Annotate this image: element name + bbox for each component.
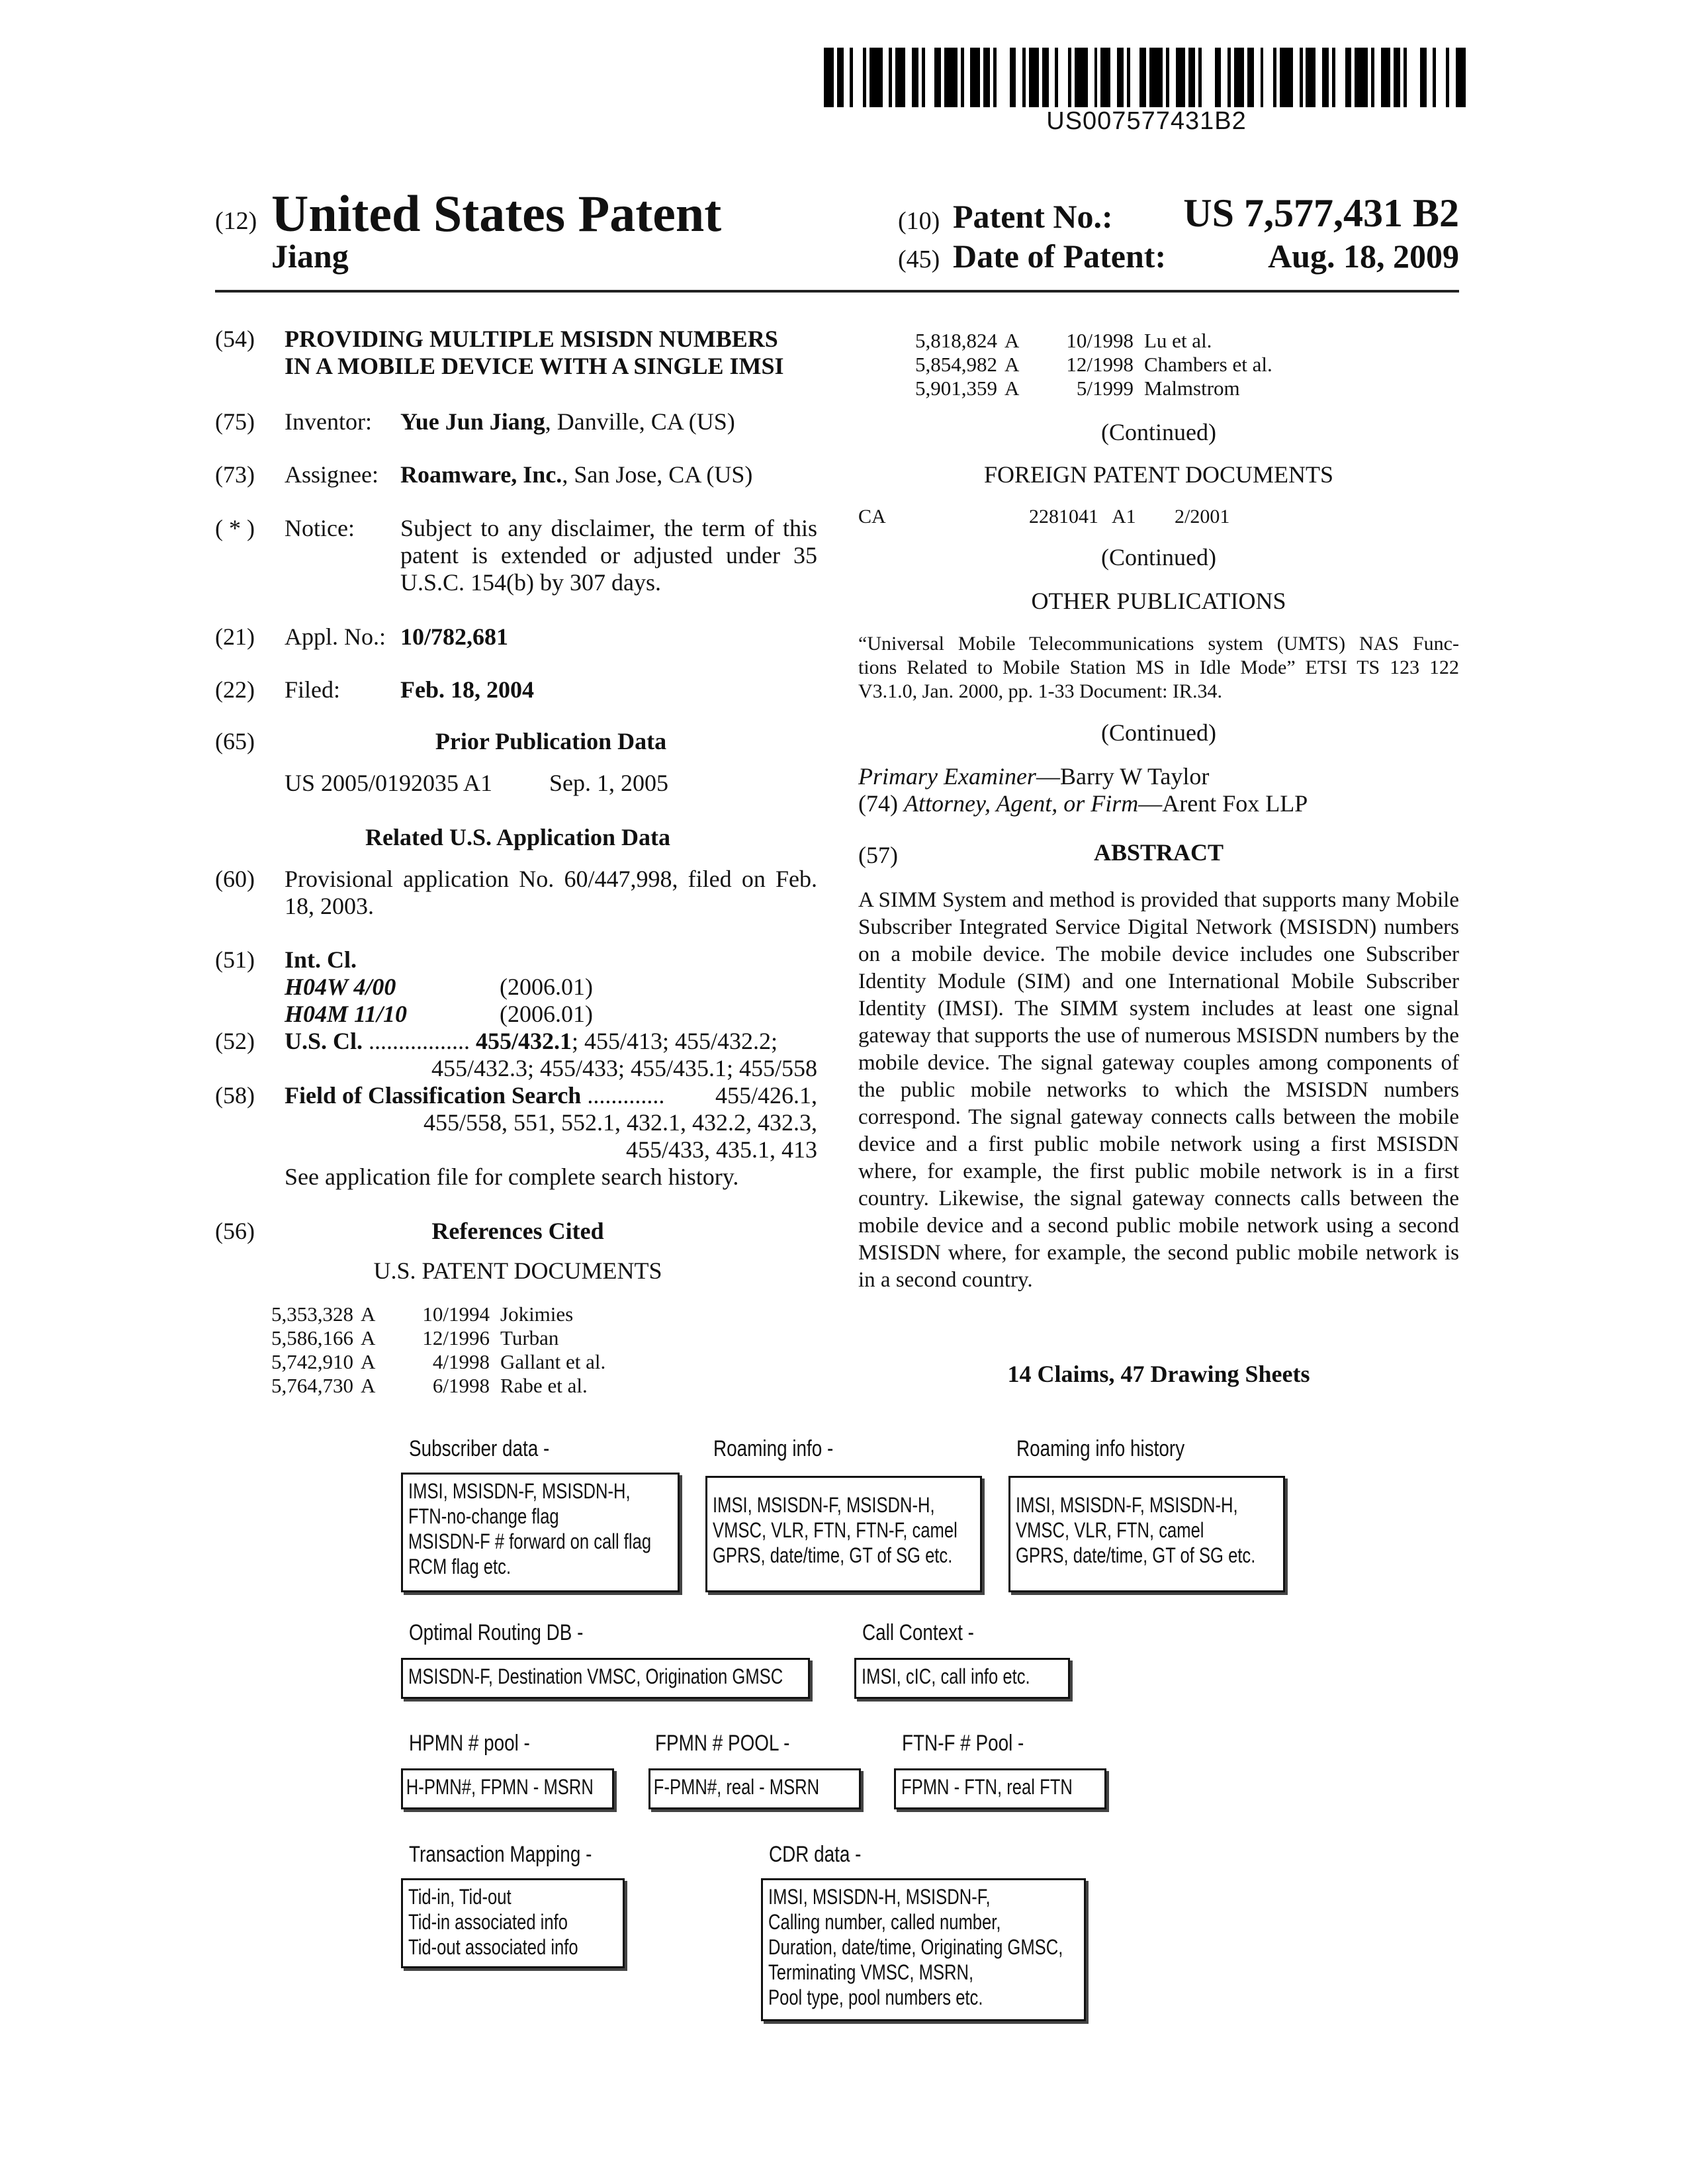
other-pub-line-1: “Universal Mobile Telecommunications system (UMTS) NAS Func- bbox=[858, 633, 1459, 655]
foreign-country: CA bbox=[858, 506, 886, 527]
barcode-bar bbox=[853, 48, 863, 107]
barcode-bar bbox=[1394, 48, 1400, 107]
barcode-bar bbox=[925, 48, 935, 107]
field-search-note: See application file for complete search history. bbox=[285, 1163, 739, 1190]
barcode-bar bbox=[1169, 48, 1176, 107]
field-search-line-1: Field of Classification Search ............. bbox=[285, 1082, 665, 1109]
barcode-bar bbox=[1100, 48, 1110, 107]
appl-number: 10/782,681 bbox=[400, 623, 509, 650]
code-12: (12) bbox=[215, 207, 257, 235]
barcode-bar bbox=[1202, 48, 1215, 107]
barcode-bar bbox=[1381, 48, 1391, 107]
barcode-bar bbox=[1254, 48, 1261, 107]
optimal-routing-text: MSISDN-F, Destination VMSC, Origination GMSC bbox=[408, 1664, 783, 1688]
code-52: (52) bbox=[215, 1028, 255, 1054]
abstract-heading: ABSTRACT bbox=[1093, 839, 1224, 866]
call-context-text: IMSI, cIC, call info etc. bbox=[862, 1664, 1030, 1688]
code-10: (10) bbox=[898, 207, 940, 235]
cdr-data-lines: IMSI, MSISDN-H, MSISDN-F, Calling number, called number, Duration, date/time, Originating GMSC, Terminating VMSC, MSRN, Pool type, pool numbers etc. bbox=[768, 1885, 1063, 2009]
date-label: Date of Patent: bbox=[953, 238, 1167, 275]
barcode-bar bbox=[1315, 48, 1322, 107]
prior-pub-date: Sep. 1, 2005 bbox=[549, 770, 668, 796]
code-54: (54) bbox=[215, 326, 255, 352]
roaming-info-box bbox=[705, 1476, 982, 1592]
barcode-bar bbox=[1263, 48, 1273, 107]
barcode-bar bbox=[844, 48, 850, 107]
inventor-info: Yue Jun Jiang, Danville, CA (US) bbox=[400, 408, 735, 435]
us-refs-right bbox=[915, 329, 1272, 400]
int-cl-label: Int. Cl. bbox=[285, 946, 357, 973]
related-heading: Related U.S. Application Data bbox=[365, 824, 671, 850]
barcode-bar bbox=[1335, 48, 1345, 107]
barcode-bar bbox=[934, 48, 941, 107]
foreign-number: 2281041 bbox=[1029, 506, 1098, 527]
code-65: (65) bbox=[215, 728, 255, 754]
ftn-f-pool-box bbox=[894, 1768, 1106, 1809]
barcode-bar bbox=[944, 48, 958, 107]
prior-pub-heading: Prior Publication Data bbox=[435, 728, 667, 754]
table-row: 5,818,824 A 10/1998 Lu et al. bbox=[915, 329, 1212, 352]
barcode-bar bbox=[1280, 48, 1293, 107]
barcode-bar bbox=[1075, 48, 1088, 107]
int-cl-code-2: H04M 11/10 bbox=[285, 1001, 408, 1027]
barcode-bar bbox=[1449, 48, 1456, 107]
attorney: (74) Attorney, Agent, or Firm—Arent Fox LLP bbox=[858, 790, 1308, 817]
barcode-bar bbox=[1374, 48, 1381, 107]
provisional-line-2: 18, 2003. bbox=[285, 893, 374, 919]
provisional-line-1: Provisional application No. 60/447,998, filed on Feb. bbox=[285, 866, 817, 892]
barcode-bar bbox=[1293, 48, 1300, 107]
cdr-data-label: CDR data - bbox=[769, 1842, 862, 1867]
notice-label: Notice: bbox=[285, 515, 355, 541]
us-cl-line-2: 455/432.3; 455/433; 455/435.1; 455/558 bbox=[431, 1055, 817, 1081]
code-notice: ( * ) bbox=[215, 515, 255, 541]
barcode-bar bbox=[1117, 48, 1124, 107]
code-57: (57) bbox=[858, 842, 898, 868]
barcode-bar bbox=[1110, 48, 1117, 107]
barcode-bar bbox=[869, 48, 883, 107]
foreign-heading: FOREIGN PATENT DOCUMENTS bbox=[983, 461, 1334, 488]
patent-no-label: Patent No.: bbox=[953, 198, 1113, 235]
optimal-routing-label: Optimal Routing DB - bbox=[409, 1620, 584, 1645]
provisional bbox=[285, 866, 817, 920]
roaming-history-box bbox=[1008, 1476, 1285, 1592]
assignee-label: Assignee: bbox=[285, 461, 379, 488]
patent-heading: United States Patent bbox=[271, 185, 722, 242]
continued-foreign: (Continued) bbox=[1101, 544, 1216, 570]
us-refs-left bbox=[271, 1302, 605, 1398]
barcode-bar bbox=[883, 48, 889, 107]
code-60: (60) bbox=[215, 866, 255, 892]
code-45: (45) bbox=[898, 246, 940, 273]
field-search-value: 455/426.1, bbox=[715, 1082, 817, 1109]
barcode-bar bbox=[1176, 48, 1186, 107]
barcode-bar bbox=[912, 48, 918, 107]
barcode-bar bbox=[1221, 48, 1227, 107]
int-cl-code-1: H04W 4/00 bbox=[285, 974, 396, 1000]
patent-number: US 7,577,431 B2 bbox=[1183, 191, 1459, 235]
barcode-bar bbox=[1139, 48, 1146, 107]
code-56: (56) bbox=[215, 1218, 255, 1244]
barcode-bar bbox=[1456, 48, 1466, 107]
table-row: 5,901,359 A 5/1999 Malmstrom bbox=[915, 377, 1240, 400]
transaction-mapping-lines: Tid-in, Tid-out Tid-in associated info Tid-out associated info bbox=[408, 1885, 578, 1959]
patent-date: Aug. 18, 2009 bbox=[1268, 238, 1459, 275]
barcode-bar bbox=[1042, 48, 1049, 107]
field-search-line-2: 455/558, 551, 552.1, 432.1, 432.2, 432.3, bbox=[423, 1109, 817, 1136]
barcode-bar bbox=[1058, 48, 1068, 107]
hpmn-pool-box bbox=[401, 1768, 614, 1809]
filed-date: Feb. 18, 2004 bbox=[400, 676, 534, 703]
fpmn-pool-label: FPMN # POOL - bbox=[655, 1731, 790, 1756]
barcode-bar bbox=[1322, 48, 1329, 107]
code-73: (73) bbox=[215, 461, 255, 488]
appl-label: Appl. No.: bbox=[285, 623, 386, 650]
ftn-f-pool-label: FTN-F # Pool - bbox=[902, 1731, 1024, 1756]
barcode-bar bbox=[1345, 48, 1352, 107]
barcode-bar bbox=[1029, 48, 1039, 107]
notice-text bbox=[400, 515, 817, 596]
barcode-bar bbox=[1247, 48, 1254, 107]
subscriber-data-box bbox=[401, 1473, 680, 1592]
filed-label: Filed: bbox=[285, 676, 341, 703]
code-21: (21) bbox=[215, 623, 255, 650]
int-cl-version-2: (2006.01) bbox=[500, 1001, 593, 1027]
barcode-bar bbox=[1427, 48, 1433, 107]
roaming-info-lines: IMSI, MSISDN-F, MSISDN-H, VMSC, VLR, FTN, FTN-F, camel GPRS, date/time, GT of SG etc. bbox=[713, 1493, 958, 1567]
header-rule bbox=[215, 290, 1459, 293]
other-pub-line-2: tions Related to Mobile Station MS in Idle Mode” ETSI TS 123 122 bbox=[858, 657, 1459, 678]
barcode-bar bbox=[997, 48, 1010, 107]
barcode-bar bbox=[964, 48, 971, 107]
barcode-bar bbox=[1188, 48, 1195, 107]
barcode-bar bbox=[1149, 48, 1163, 107]
barcode-bar bbox=[983, 48, 990, 107]
barcode-bar bbox=[1234, 48, 1244, 107]
us-cl-line-1: U.S. Cl. ................. 455/432.1; 455/413; 455/432.2; bbox=[285, 1028, 778, 1054]
foreign-date: 2/2001 bbox=[1175, 506, 1230, 527]
notice-line-3: U.S.C. 154(b) by 307 days. bbox=[400, 569, 661, 596]
notice-line-1: Subject to any disclaimer, the term of this bbox=[400, 515, 817, 541]
barcode-bar bbox=[1436, 48, 1446, 107]
inventor-label: Inventor: bbox=[285, 408, 372, 435]
barcode-bar bbox=[1420, 48, 1427, 107]
subscriber-data-label: Subscriber data - bbox=[409, 1436, 550, 1461]
roaming-info-label: Roaming info - bbox=[713, 1436, 834, 1461]
barcode-bar bbox=[1466, 48, 1469, 107]
barcode-bar bbox=[1407, 48, 1420, 107]
refs-heading: References Cited bbox=[431, 1218, 604, 1244]
barcode-bar bbox=[1130, 48, 1140, 107]
examiner: Primary Examiner—Barry W Taylor bbox=[858, 763, 1210, 790]
title-line-1: PROVIDING MULTIPLE MSISDN NUMBERS bbox=[285, 326, 778, 352]
cdr-data-box bbox=[761, 1878, 1086, 2021]
barcode-bar bbox=[1049, 48, 1055, 107]
barcode bbox=[824, 48, 1469, 107]
us-docs-heading: U.S. PATENT DOCUMENTS bbox=[373, 1257, 662, 1284]
barcode-bar bbox=[895, 48, 905, 107]
code-75: (75) bbox=[215, 408, 255, 435]
roaming-history-label: Roaming info history bbox=[1016, 1436, 1185, 1461]
call-context-label: Call Context - bbox=[862, 1620, 974, 1645]
fpmn-pool-box bbox=[648, 1768, 861, 1809]
other-pub-text bbox=[858, 632, 1459, 704]
hpmn-pool-label: HPMN # pool - bbox=[409, 1731, 530, 1756]
barcode-bar bbox=[970, 48, 980, 107]
barcode-number: US007577431B2 bbox=[1046, 107, 1247, 135]
claims-line: 14 Claims, 47 Drawing Sheets bbox=[1007, 1361, 1310, 1387]
code-51: (51) bbox=[215, 946, 255, 973]
barcode-bar bbox=[1010, 48, 1016, 107]
transaction-mapping-label: Transaction Mapping - bbox=[409, 1842, 592, 1867]
continued-us: (Continued) bbox=[1101, 419, 1216, 445]
barcode-bar bbox=[824, 48, 834, 107]
table-row: 5,353,328 A 10/1994 Jokimies bbox=[271, 1302, 574, 1326]
int-cl-version-1: (2006.01) bbox=[500, 974, 593, 1000]
other-pub-line-3: V3.1.0, Jan. 2000, pp. 1-33 Document: IR.34. bbox=[858, 680, 1222, 702]
roaming-history-lines: IMSI, MSISDN-F, MSISDN-H, VMSC, VLR, FTN, camel GPRS, date/time, GT of SG etc. bbox=[1016, 1493, 1256, 1567]
table-row: 5,854,982 A 12/1998 Chambers et al. bbox=[915, 353, 1272, 376]
other-pub-heading: OTHER PUBLICATIONS bbox=[1031, 588, 1286, 614]
assignee-info: Roamware, Inc., San Jose, CA (US) bbox=[400, 461, 753, 488]
optimal-routing-box bbox=[401, 1658, 810, 1699]
barcode-bar bbox=[1215, 48, 1222, 107]
call-context-box bbox=[854, 1658, 1070, 1699]
continued-other: (Continued) bbox=[1101, 719, 1216, 746]
prior-pub-number: US 2005/0192035 A1 bbox=[285, 770, 493, 796]
inventor-surname: Jiang bbox=[271, 238, 349, 275]
code-58: (58) bbox=[215, 1082, 255, 1109]
barcode-bar bbox=[1016, 48, 1022, 107]
field-search-line-3: 455/433, 435.1, 413 bbox=[625, 1136, 817, 1163]
barcode-bar bbox=[1306, 48, 1315, 107]
barcode-bar bbox=[837, 48, 844, 107]
barcode-bar bbox=[1088, 48, 1094, 107]
transaction-mapping-box bbox=[401, 1878, 625, 1968]
code-22: (22) bbox=[215, 676, 255, 703]
foreign-kind: A1 bbox=[1112, 506, 1136, 527]
ftn-f-pool-text: FPMN - FTN, real FTN bbox=[901, 1775, 1073, 1799]
abstract-text: A SIMM System and method is provided that supports many Mobile Subscriber Integrated Service Digital Network (MSISDN) numbers on a mobile device. The mobile device includes one Subscriber Identity Module (SIM) and one International Mobile Subscriber Identity (IMSI). The SIMM system includes at least one signal gateway that supports the use of numerous MSISDN numbers by the mobile device. The signal gateway couples among components of the public mobile networks to which the MSISDN numbers correspond. The signal gateway connects calls between the mobile device and a first public mobile network using a first MSISDN where, for example, the first public mobile network is in a first country. Likewise, the signal gateway connects calls between the mobile device and a second public mobile network using a second MSISDN where, for example, the second public mobile network is in a second country. bbox=[858, 888, 1459, 1292]
barcode-bar bbox=[905, 48, 912, 107]
fpmn-pool-text: F-PMN#, real - MSRN bbox=[653, 1775, 820, 1799]
notice-line-2: patent is extended or adjusted under 35 bbox=[400, 542, 817, 569]
table-row: 5,764,730 A 6/1998 Rabe et al. bbox=[271, 1374, 588, 1397]
table-row: 5,742,910 A 4/1998 Gallant et al. bbox=[271, 1350, 606, 1373]
title-line-2: IN A MOBILE DEVICE WITH A SINGLE IMSI bbox=[285, 353, 784, 379]
subscriber-data-lines: IMSI, MSISDN-F, MSISDN-H, FTN-no-change flag MSISDN-F # forward on call flag RCM flag etc. bbox=[408, 1479, 652, 1578]
table-row: 5,586,166 A 12/1996 Turban bbox=[271, 1326, 559, 1349]
barcode-bar bbox=[1355, 48, 1368, 107]
hpmn-pool-text: H-PMN#, FPMN - MSRN bbox=[406, 1775, 594, 1799]
